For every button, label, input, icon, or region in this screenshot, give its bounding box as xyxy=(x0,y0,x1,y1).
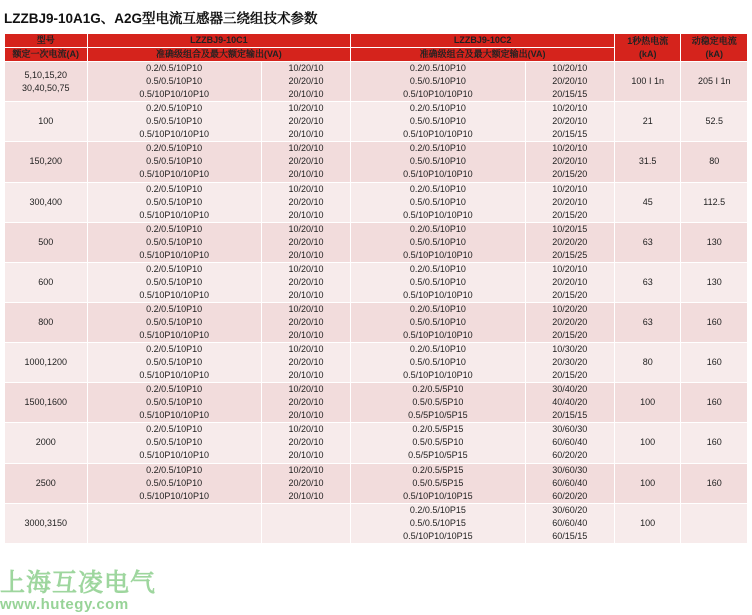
cell-rated-current: 2000 xyxy=(5,423,88,463)
header-dynamic-current-label: 动稳定电流(kA) xyxy=(691,35,737,59)
cell-c2-accuracy-combo: 0.2/0.5/5P15 0.5/0.5/5P15 0.5/10P10/10P15 xyxy=(351,463,525,503)
page-title: LZZBJ9-10A1G、A2G型电流互感器三绕组技术参数 xyxy=(4,11,318,26)
cell-c1-output-va: 10/20/10 20/20/10 20/10/10 xyxy=(261,62,350,102)
table-row xyxy=(5,463,748,503)
header-thermal-current xyxy=(614,34,680,62)
cell-thermal-current: 63 xyxy=(614,302,680,342)
header-model: 型号 xyxy=(5,34,88,48)
table-row xyxy=(5,142,748,182)
cell-c1-output-va: 10/20/10 20/20/10 20/10/10 xyxy=(261,343,350,383)
cell-c1-accuracy-combo: 0.2/0.5/10P10 0.5/0.5/10P10 0.5/10P10/10P10 xyxy=(87,343,261,383)
table-row xyxy=(5,423,748,463)
cell-c2-output-va: 30/60/30 60/60/40 60/20/20 xyxy=(525,463,614,503)
cell-c2-output-va: 10/20/10 20/20/10 20/15/15 xyxy=(525,62,614,102)
table-row xyxy=(5,383,748,423)
cell-c1-output-va: 10/20/10 20/20/10 20/10/10 xyxy=(261,383,350,423)
cell-c2-output-va: 10/20/10 20/20/10 20/15/15 xyxy=(525,102,614,142)
cell-c1-output-va: 10/20/10 20/20/10 20/10/10 xyxy=(261,182,350,222)
table-header xyxy=(5,34,748,62)
cell-thermal-current: 100 xyxy=(614,463,680,503)
cell-c1-accuracy-combo: 0.2/0.5/10P10 0.5/0.5/10P10 0.5/10P10/10P10 xyxy=(87,262,261,302)
cell-c2-output-va: 10/30/20 20/30/20 20/15/20 xyxy=(525,343,614,383)
table-row xyxy=(5,102,748,142)
cell-c1-output-va xyxy=(261,503,350,543)
header-group-c1: LZZBJ9-10C1 xyxy=(87,34,351,48)
cell-c1-accuracy-combo xyxy=(87,503,261,543)
table-row xyxy=(5,262,748,302)
cell-rated-current: 3000,3150 xyxy=(5,503,88,543)
cell-rated-current: 5,10,15,20 30,40,50,75 xyxy=(5,62,88,102)
cell-dynamic-current: 160 xyxy=(681,343,748,383)
cell-thermal-current: 100 xyxy=(614,383,680,423)
cell-c2-output-va: 30/40/20 40/40/20 20/15/15 xyxy=(525,383,614,423)
cell-c2-accuracy-combo: 0.2/0.5/10P10 0.5/0.5/10P10 0.5/10P10/10P10 xyxy=(351,182,525,222)
cell-dynamic-current: 130 xyxy=(681,262,748,302)
header-dynamic-current xyxy=(681,34,748,62)
cell-c1-output-va: 10/20/10 20/20/10 20/10/10 xyxy=(261,102,350,142)
cell-dynamic-current: 205 I 1n xyxy=(681,62,748,102)
cell-rated-current: 100 xyxy=(5,102,88,142)
cell-thermal-current: 45 xyxy=(614,182,680,222)
cell-rated-current: 600 xyxy=(5,262,88,302)
cell-c1-accuracy-combo: 0.2/0.5/10P10 0.5/0.5/10P10 0.5/10P10/10P10 xyxy=(87,142,261,182)
cell-thermal-current: 63 xyxy=(614,262,680,302)
cell-c2-accuracy-combo: 0.2/0.5/5P15 0.5/0.5/5P10 0.5/5P10/5P15 xyxy=(351,423,525,463)
cell-c2-output-va: 30/60/20 60/60/40 60/15/15 xyxy=(525,503,614,543)
cell-c2-output-va: 10/20/15 20/20/20 20/15/25 xyxy=(525,222,614,262)
cell-c2-accuracy-combo: 0.2/0.5/10P10 0.5/0.5/10P10 0.5/10P10/10P10 xyxy=(351,102,525,142)
cell-c1-output-va: 10/20/10 20/20/10 20/10/10 xyxy=(261,423,350,463)
table-row xyxy=(5,503,748,543)
cell-rated-current: 500 xyxy=(5,222,88,262)
watermark-url: www.hutegy.com xyxy=(0,596,129,613)
table-row xyxy=(5,182,748,222)
cell-rated-current: 1500,1600 xyxy=(5,383,88,423)
cell-c2-accuracy-combo: 0.2/0.5/5P10 0.5/0.5/5P10 0.5/5P10/5P15 xyxy=(351,383,525,423)
cell-c1-accuracy-combo: 0.2/0.5/10P10 0.5/0.5/10P10 0.5/10P10/10P10 xyxy=(87,62,261,102)
cell-c2-accuracy-combo: 0.2/0.5/10P10 0.5/0.5/10P10 0.5/10P10/10P10 xyxy=(351,262,525,302)
cell-c2-accuracy-combo: 0.2/0.5/10P15 0.5/0.5/10P15 0.5/10P10/10P15 xyxy=(351,503,525,543)
cell-rated-current: 800 xyxy=(5,302,88,342)
cell-c2-output-va: 10/20/10 20/20/10 20/15/20 xyxy=(525,142,614,182)
cell-c1-accuracy-combo: 0.2/0.5/10P10 0.5/0.5/10P10 0.5/10P10/10P10 xyxy=(87,102,261,142)
watermark xyxy=(0,570,300,613)
cell-thermal-current: 80 xyxy=(614,343,680,383)
cell-c1-output-va: 10/20/10 20/20/10 20/10/10 xyxy=(261,142,350,182)
cell-rated-current: 150,200 xyxy=(5,142,88,182)
cell-thermal-current: 31.5 xyxy=(614,142,680,182)
cell-c2-accuracy-combo: 0.2/0.5/10P10 0.5/0.5/10P10 0.5/10P10/10P10 xyxy=(351,222,525,262)
header-group-c2: LZZBJ9-10C2 xyxy=(351,34,615,48)
cell-dynamic-current xyxy=(681,503,748,543)
cell-rated-current: 1000,1200 xyxy=(5,343,88,383)
header-rated-current: 额定一次电流(A) xyxy=(5,48,88,62)
cell-dynamic-current: 160 xyxy=(681,423,748,463)
cell-c1-output-va: 10/20/10 20/20/10 20/10/10 xyxy=(261,222,350,262)
cell-dynamic-current: 160 xyxy=(681,302,748,342)
cell-thermal-current: 100 xyxy=(614,503,680,543)
cell-c2-accuracy-combo: 0.2/0.5/10P10 0.5/0.5/10P10 0.5/10P10/10P10 xyxy=(351,142,525,182)
cell-dynamic-current: 160 xyxy=(681,463,748,503)
table-row xyxy=(5,222,748,262)
spec-table xyxy=(4,33,748,544)
cell-thermal-current: 63 xyxy=(614,222,680,262)
table-row xyxy=(5,62,748,102)
header-accuracy-c1: 准确级组合及最大额定输出(VA) xyxy=(87,48,351,62)
cell-c1-accuracy-combo: 0.2/0.5/10P10 0.5/0.5/10P10 0.5/10P10/10P10 xyxy=(87,182,261,222)
cell-c2-output-va: 10/20/10 20/20/10 20/15/20 xyxy=(525,182,614,222)
cell-dynamic-current: 52.5 xyxy=(681,102,748,142)
cell-c2-output-va: 10/20/10 20/20/10 20/15/20 xyxy=(525,262,614,302)
cell-c1-output-va: 10/20/10 20/20/10 20/10/10 xyxy=(261,262,350,302)
cell-c1-output-va: 10/20/10 20/20/10 20/10/10 xyxy=(261,463,350,503)
header-thermal-current-label: 1秒热电流(kA) xyxy=(627,35,669,59)
cell-c2-accuracy-combo: 0.2/0.5/10P10 0.5/0.5/10P10 0.5/10P10/10P10 xyxy=(351,302,525,342)
cell-dynamic-current: 130 xyxy=(681,222,748,262)
table-row xyxy=(5,343,748,383)
cell-c1-accuracy-combo: 0.2/0.5/10P10 0.5/0.5/10P10 0.5/10P10/10P10 xyxy=(87,302,261,342)
watermark-company: 上海互凌电气 xyxy=(0,568,157,597)
cell-c1-accuracy-combo: 0.2/0.5/10P10 0.5/0.5/10P10 0.5/10P10/10P10 xyxy=(87,383,261,423)
cell-c2-output-va: 30/60/30 60/60/40 60/20/20 xyxy=(525,423,614,463)
cell-c1-accuracy-combo: 0.2/0.5/10P10 0.5/0.5/10P10 0.5/10P10/10P10 xyxy=(87,222,261,262)
cell-rated-current: 2500 xyxy=(5,463,88,503)
cell-dynamic-current: 160 xyxy=(681,383,748,423)
header-row-1 xyxy=(5,34,748,48)
cell-dynamic-current: 80 xyxy=(681,142,748,182)
cell-c2-accuracy-combo: 0.2/0.5/10P10 0.5/0.5/10P10 0.5/10P10/10P10 xyxy=(351,62,525,102)
cell-dynamic-current: 112.5 xyxy=(681,182,748,222)
table-body xyxy=(5,62,748,544)
header-accuracy-c2: 准确级组合及最大额定输出(VA) xyxy=(351,48,615,62)
cell-c2-output-va: 10/20/20 20/20/20 20/15/20 xyxy=(525,302,614,342)
cell-rated-current: 300,400 xyxy=(5,182,88,222)
cell-c2-accuracy-combo: 0.2/0.5/10P10 0.5/0.5/10P10 0.5/10P10/10P10 xyxy=(351,343,525,383)
cell-thermal-current: 21 xyxy=(614,102,680,142)
cell-thermal-current: 100 I 1n xyxy=(614,62,680,102)
cell-c1-accuracy-combo: 0.2/0.5/10P10 0.5/0.5/10P10 0.5/10P10/10P10 xyxy=(87,463,261,503)
cell-c1-accuracy-combo: 0.2/0.5/10P10 0.5/0.5/10P10 0.5/10P10/10P10 xyxy=(87,423,261,463)
table-row xyxy=(5,302,748,342)
cell-c1-output-va: 10/20/10 20/20/10 20/10/10 xyxy=(261,302,350,342)
cell-thermal-current: 100 xyxy=(614,423,680,463)
